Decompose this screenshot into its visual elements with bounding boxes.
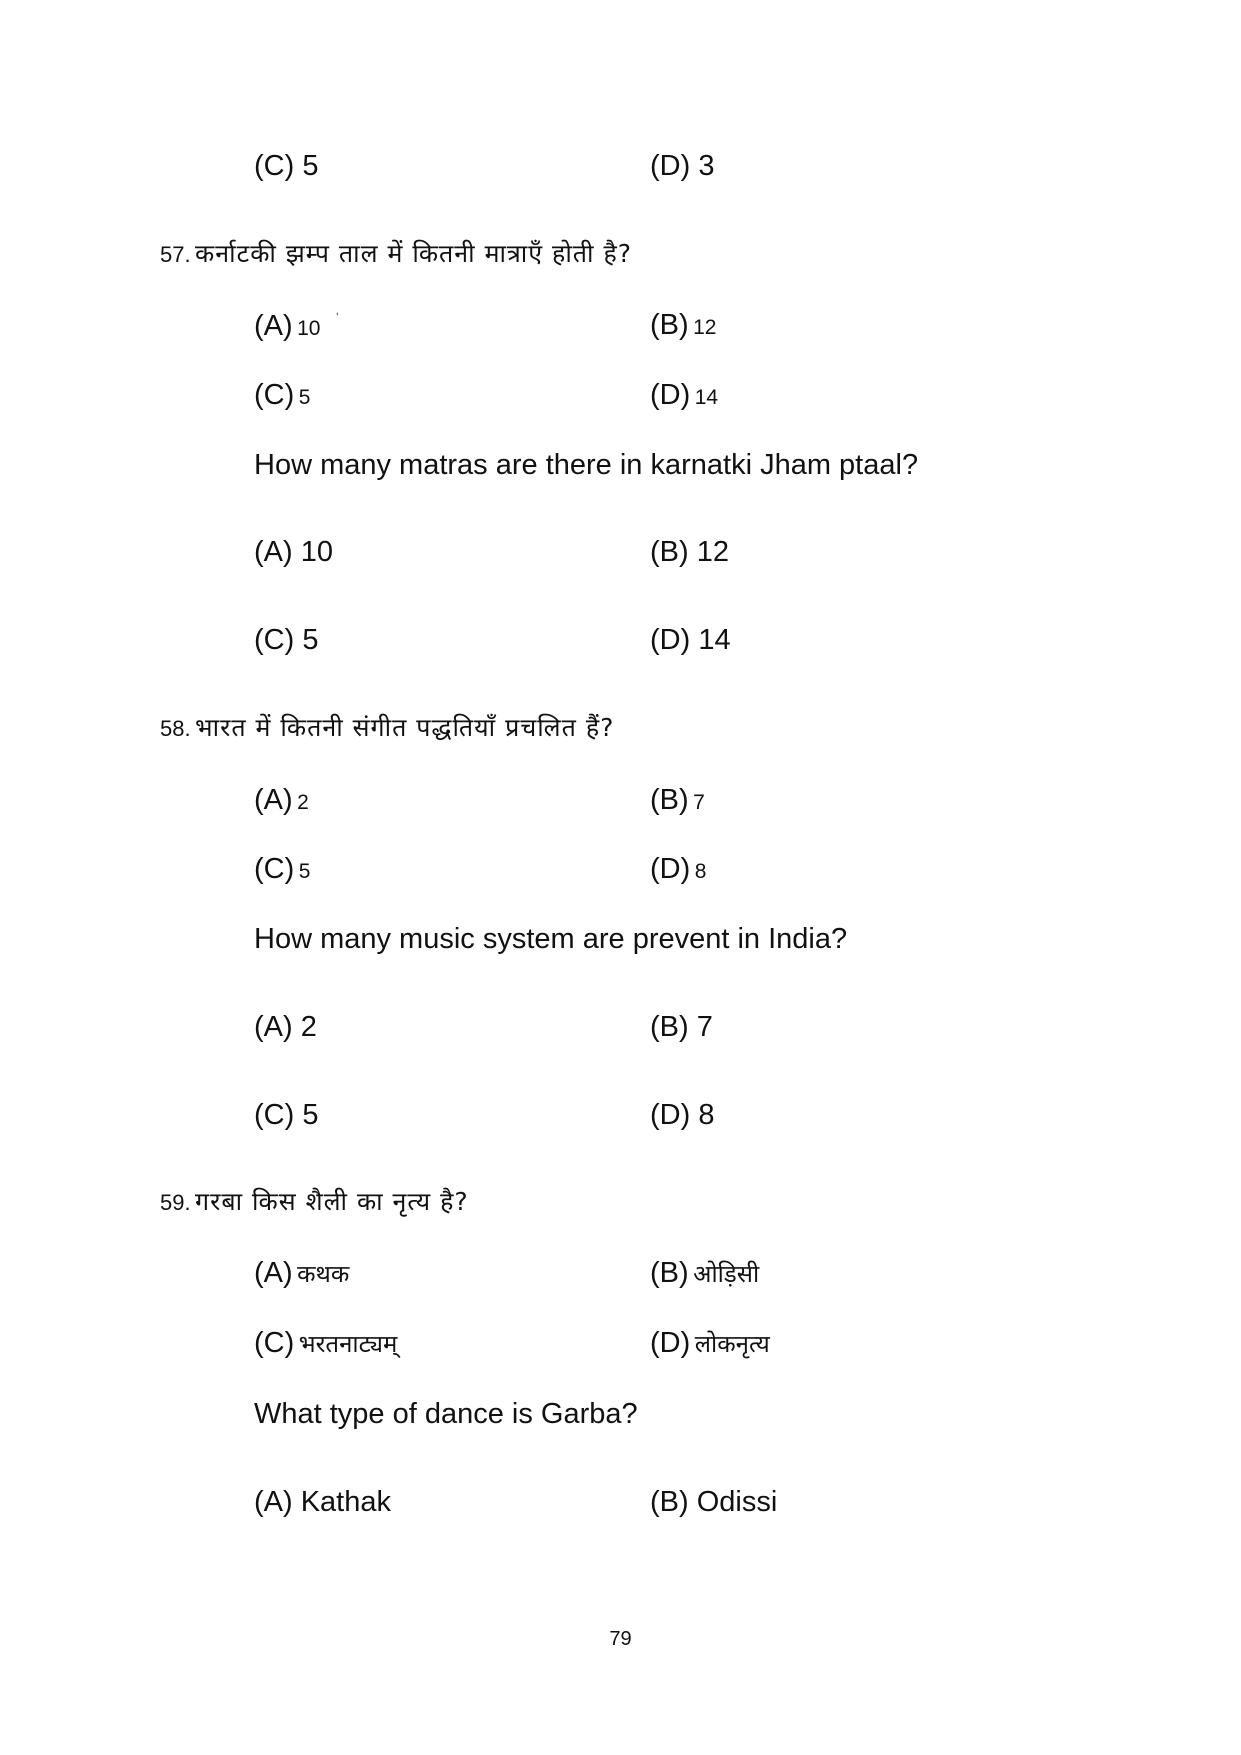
option-label: (C) (254, 379, 295, 411)
question-57-english: How many matras are there in karnatki Jham ptaal? (254, 449, 919, 481)
option-d: (D) 3 (650, 150, 715, 182)
option-value: कथक (297, 1260, 350, 1288)
question-text-hindi: गरबा किस शैली का नृत्य है? (195, 1187, 469, 1216)
option-value: 8 (694, 860, 707, 883)
option-d (650, 855, 706, 884)
option-label: (B) (650, 1257, 689, 1289)
option-value: 14 (694, 386, 719, 409)
option-a: (A) 2 (254, 1011, 317, 1043)
option-d: (D) 14 (650, 624, 731, 656)
option-label: (D) (650, 1327, 691, 1359)
question-57-hindi (160, 241, 632, 266)
option-c (254, 855, 310, 884)
question-59-english: What type of dance is Garba? (254, 1398, 638, 1430)
option-a (254, 1259, 349, 1288)
option-d (650, 1329, 770, 1358)
option-value: ओड़िसी (693, 1260, 760, 1288)
question-58-hindi (160, 715, 614, 740)
question-number: 57. (160, 242, 191, 267)
option-b: (B) 7 (650, 1011, 713, 1043)
option-b: (B) 12 (650, 536, 729, 568)
question-number: 58. (160, 716, 191, 741)
option-value: लोकनृत्य (694, 1330, 770, 1358)
option-label: (A) (254, 784, 293, 816)
option-c (254, 1329, 397, 1358)
option-c: (C) 5 (254, 1099, 319, 1131)
option-c: (C) 5 (254, 624, 319, 656)
option-value: 12 (693, 316, 717, 339)
option-label: (A) (254, 1257, 293, 1289)
option-value: 10 (297, 317, 321, 340)
question-text-hindi: भारत में कितनी संगीत पद्धतियाँ प्रचलित हैं? (195, 713, 615, 742)
option-label: (B) (650, 784, 689, 816)
option-a: (A) Kathak (254, 1486, 391, 1518)
option-a (254, 311, 340, 341)
option-c (254, 381, 310, 410)
option-label: (B) (650, 309, 689, 341)
option-label: (D) (650, 379, 691, 411)
option-value: 2 (297, 791, 309, 814)
stray-mark: ʿ (334, 310, 340, 326)
option-b: (B) Odissi (650, 1486, 778, 1518)
option-b (650, 786, 705, 815)
question-59-hindi (160, 1189, 469, 1214)
option-b (650, 1259, 759, 1288)
option-c: (C) 5 (254, 150, 319, 182)
option-value: 7 (693, 791, 705, 814)
option-value: भरतनाट्यम् (298, 1330, 398, 1358)
option-label: (A) (254, 310, 293, 342)
question-58-english: How many music system are prevent in India? (254, 923, 848, 955)
option-value: 5 (298, 386, 311, 409)
option-d: (D) 8 (650, 1099, 715, 1131)
option-a (254, 786, 309, 815)
option-b (650, 311, 716, 340)
option-a: (A) 10 (254, 536, 333, 568)
page-number: 79 (609, 1628, 632, 1650)
option-value: 5 (298, 860, 311, 883)
option-d (650, 381, 718, 410)
question-number: 59. (160, 1190, 191, 1215)
question-text-hindi: कर्नाटकी झम्प ताल में कितनी मात्राएँ होती है? (195, 239, 633, 268)
option-label: (C) (254, 853, 295, 885)
option-label: (D) (650, 853, 691, 885)
option-label: (C) (254, 1327, 295, 1359)
